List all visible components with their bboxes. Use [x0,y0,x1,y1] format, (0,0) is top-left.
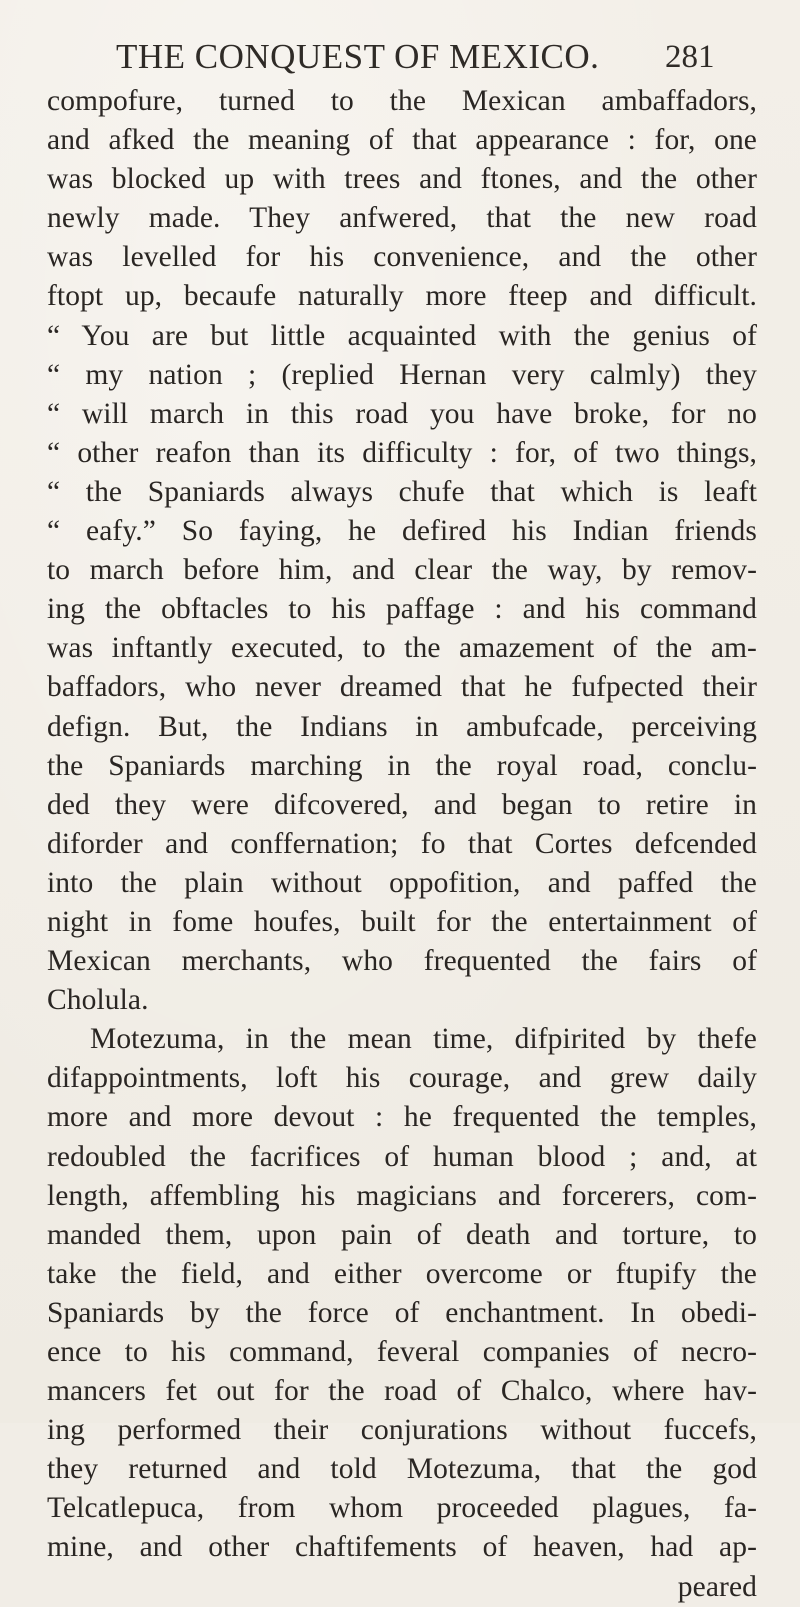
text-line: more and more devout : he frequented the temples, [47,1101,757,1134]
text-line: ence to his command, feveral companies of necro- [47,1336,757,1368]
text-line: “ my nation ; (replied Hernan very calmly) they [47,358,757,391]
text-line: redoubled the facrifices of human blood ; and, at [47,1140,757,1173]
text-line: “ the Spaniards always chufe that which is leaft [47,475,757,508]
text-line: “ You are but little acquainted with the genius of [47,319,757,352]
text-line: diforder and conffernation; fo that Cortes defcended [47,827,757,860]
text-line: Mexican merchants, who frequented the fairs of [47,945,757,978]
text-line: manded them, upon pain of death and torture, to [47,1218,757,1251]
text-line: into the plain without oppofition, and paffed the [47,866,757,899]
text-line: mancers fet out for the road of Chalco, where hav- [47,1375,757,1408]
text-line: “ eafy.” So faying, he defired his Indian friends [47,515,757,548]
text-line: defign. But, the Indians in ambufcade, perceiving [47,710,757,743]
text-line: night in fome houfes, built for the entertainment of [47,905,757,938]
text-line: was blocked up with trees and ftones, and the other [47,163,757,196]
running-head [0,32,800,82]
text-line: ing performed their conjurations without fuccefs, [47,1414,757,1447]
paragraph-start-line: Motezuma, in the mean time, difpirited by thefe [90,1023,757,1056]
text-line: they returned and told Motezuma, that the god [47,1453,757,1486]
text-line: difappointments, loft his courage, and grew daily [47,1062,757,1095]
text-line: was inftantly executed, to the amazement of the am- [47,632,757,665]
text-line: to march before him, and clear the way, by remov- [47,554,757,587]
text-line: Spaniards by the force of enchantment. In obedi- [47,1296,757,1329]
page-number: 281 [665,39,715,75]
running-title: THE CONQUEST OF MEXICO. [116,37,600,76]
text-line: was levelled for his convenience, and the other [47,241,757,274]
text-line: take the field, and either overcome or ftupify the [47,1257,757,1290]
text-line: length, affembling his magicians and forcerers, com- [47,1179,757,1212]
text-line: “ will march in this road you have broke, for no [47,397,757,430]
text-line: ing the obftacles to his paffage : and his command [47,593,757,626]
text-line: compofure, turned to the Mexican ambaffadors, [47,85,757,117]
text-line: the Spaniards marching in the royal road, conclu- [47,749,757,782]
text-line: and afked the meaning of that appearance : for, one [47,124,757,157]
body-text [47,82,757,1607]
text-line: ded they were difcovered, and began to retire in [47,788,757,821]
text-line: “ other reafon than its difficulty : for, of two things, [47,436,757,469]
text-line: mine, and other chaftifements of heaven, had ap- [47,1531,757,1564]
paragraph-end-line: Cholula. [47,984,149,1017]
catchword: peared [677,1570,757,1603]
text-line: baffadors, who never dreamed that he fufpected their [47,671,757,704]
text-line: ftopt up, becaufe naturally more fteep and difficult. [47,280,757,313]
text-line: newly made. They anfwered, that the new road [47,202,757,235]
text-line: Telcatlepuca, from whom proceeded plagues, fa- [47,1492,757,1525]
